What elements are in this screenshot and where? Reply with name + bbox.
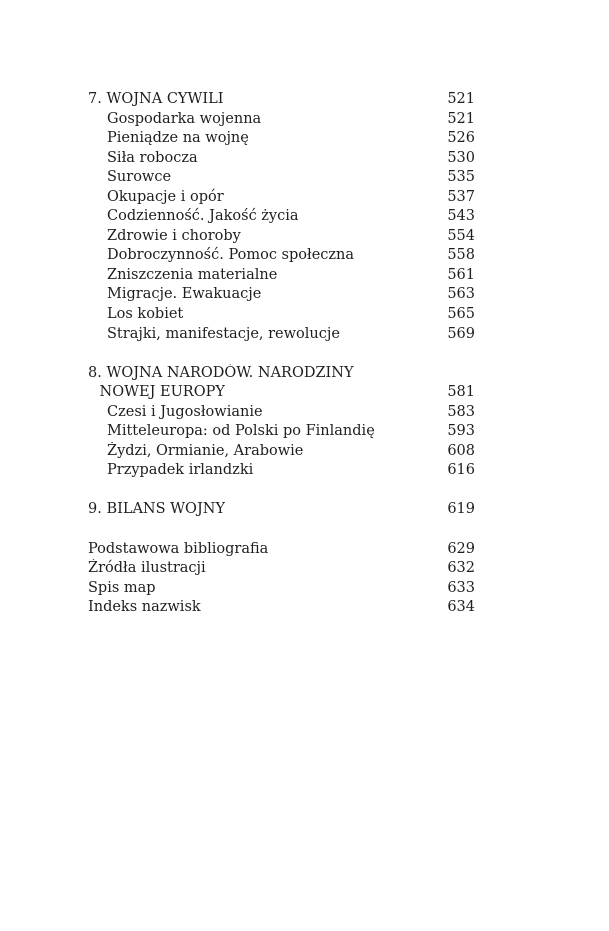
toc-back-row (88, 598, 475, 618)
toc-entry-page: 632 (447, 560, 475, 577)
toc-entry-label: Mitteleuropa: od Polski po Finlandię (107, 423, 375, 440)
toc-entry-page: 558 (447, 247, 475, 264)
toc-entry-label: 7. WOJNA CYWILI (88, 91, 224, 107)
toc-entry-page: 583 (447, 403, 475, 420)
toc-sub-row (88, 168, 475, 188)
toc-sub-row (88, 285, 475, 305)
toc-sub-row (88, 149, 475, 169)
toc-entry-label: Gospodarka wojenna (107, 110, 262, 127)
toc-entry-label: Czesi i Jugosłowianie (107, 403, 263, 420)
toc-entry-label: Przypadek irlandzki (107, 462, 254, 479)
toc-entry-page: 569 (447, 325, 475, 342)
toc-chapter-row (88, 500, 475, 520)
toc-sub-row (88, 227, 475, 247)
toc-entry-page: 543 (447, 208, 475, 225)
toc-sub-row (88, 422, 475, 442)
table-of-contents (88, 90, 475, 618)
toc-entry-label: NOWEJ EUROPY (99, 384, 225, 401)
toc-entry-label: Źródła ilustracji (88, 560, 206, 577)
toc-sub-row (88, 442, 475, 462)
toc-entry-page: 563 (447, 286, 475, 303)
toc-sub-row (88, 207, 475, 227)
toc-entry-label: Indeks nazwisk (88, 599, 201, 616)
toc-entry-label: Strajki, manifestacje, rewolucje (107, 325, 340, 342)
toc-sub-row (88, 110, 475, 130)
toc-entry-page: 526 (447, 130, 475, 147)
toc-sub-row (88, 129, 475, 149)
toc-entry-page: 521 (447, 110, 475, 127)
toc-entry-label: Zdrowie i choroby (107, 227, 241, 244)
toc-entry-label: Zniszczenia materialne (107, 266, 278, 283)
toc-entry-page: 634 (447, 599, 475, 616)
toc-back-row (88, 540, 475, 560)
toc-entry-label: 9. BILANS WOJNY (88, 501, 226, 518)
toc-entry-label: Codzienność. Jakość życia (107, 208, 299, 225)
toc-entry-page: 535 (447, 169, 475, 186)
toc-chapter-row (88, 90, 475, 110)
toc-entry-page: 521 (447, 91, 475, 107)
toc-entry-label: Podstawowa bibliografia (88, 540, 269, 557)
toc-sub-row (88, 305, 475, 325)
toc-entry-page: 530 (447, 149, 475, 166)
toc-entry-label: Okupacje i opór (107, 188, 224, 205)
toc-entry-page: 619 (447, 501, 475, 518)
toc-entry-page: 593 (447, 423, 475, 440)
toc-entry-label: 8. WOJNA NARODÓW. NARODZINY (88, 364, 354, 381)
toc-entry-label: Spis map (88, 579, 156, 596)
toc-entry-page: 565 (447, 306, 475, 323)
toc-entry-page: 561 (447, 266, 475, 283)
toc-sub-row (88, 325, 475, 345)
toc-entry-page: 554 (447, 227, 475, 244)
toc-entry-label: Migracje. Ewakuacje (107, 286, 262, 303)
toc-entry-label: Los kobiet (107, 306, 184, 323)
toc-entry-page: 537 (447, 188, 475, 205)
toc-sub-row (88, 246, 475, 266)
toc-chapter-cont-row (88, 383, 475, 403)
toc-sub-row (88, 403, 475, 423)
toc-sub-row (88, 188, 475, 208)
toc-entry-page: 629 (447, 540, 475, 557)
toc-entry-page: 608 (447, 442, 475, 459)
toc-entry-page: 633 (447, 579, 475, 596)
toc-entry-page: 616 (447, 462, 475, 479)
toc-back-row (88, 559, 475, 579)
toc-entry-label: Siła robocza (107, 149, 198, 166)
toc-entry-label: Żydzi, Ormianie, Arabowie (107, 442, 304, 459)
toc-sub-row (88, 461, 475, 481)
toc-entry-label: Surowce (107, 169, 172, 186)
toc-chapter-row (88, 364, 475, 384)
toc-entry-label: Dobroczynność. Pomoc społeczna (107, 247, 355, 264)
toc-back-row (88, 579, 475, 599)
toc-sub-row (88, 266, 475, 286)
toc-entry-label: Pieniądze na wojnę (107, 130, 249, 147)
toc-entry-page: 581 (447, 384, 475, 401)
